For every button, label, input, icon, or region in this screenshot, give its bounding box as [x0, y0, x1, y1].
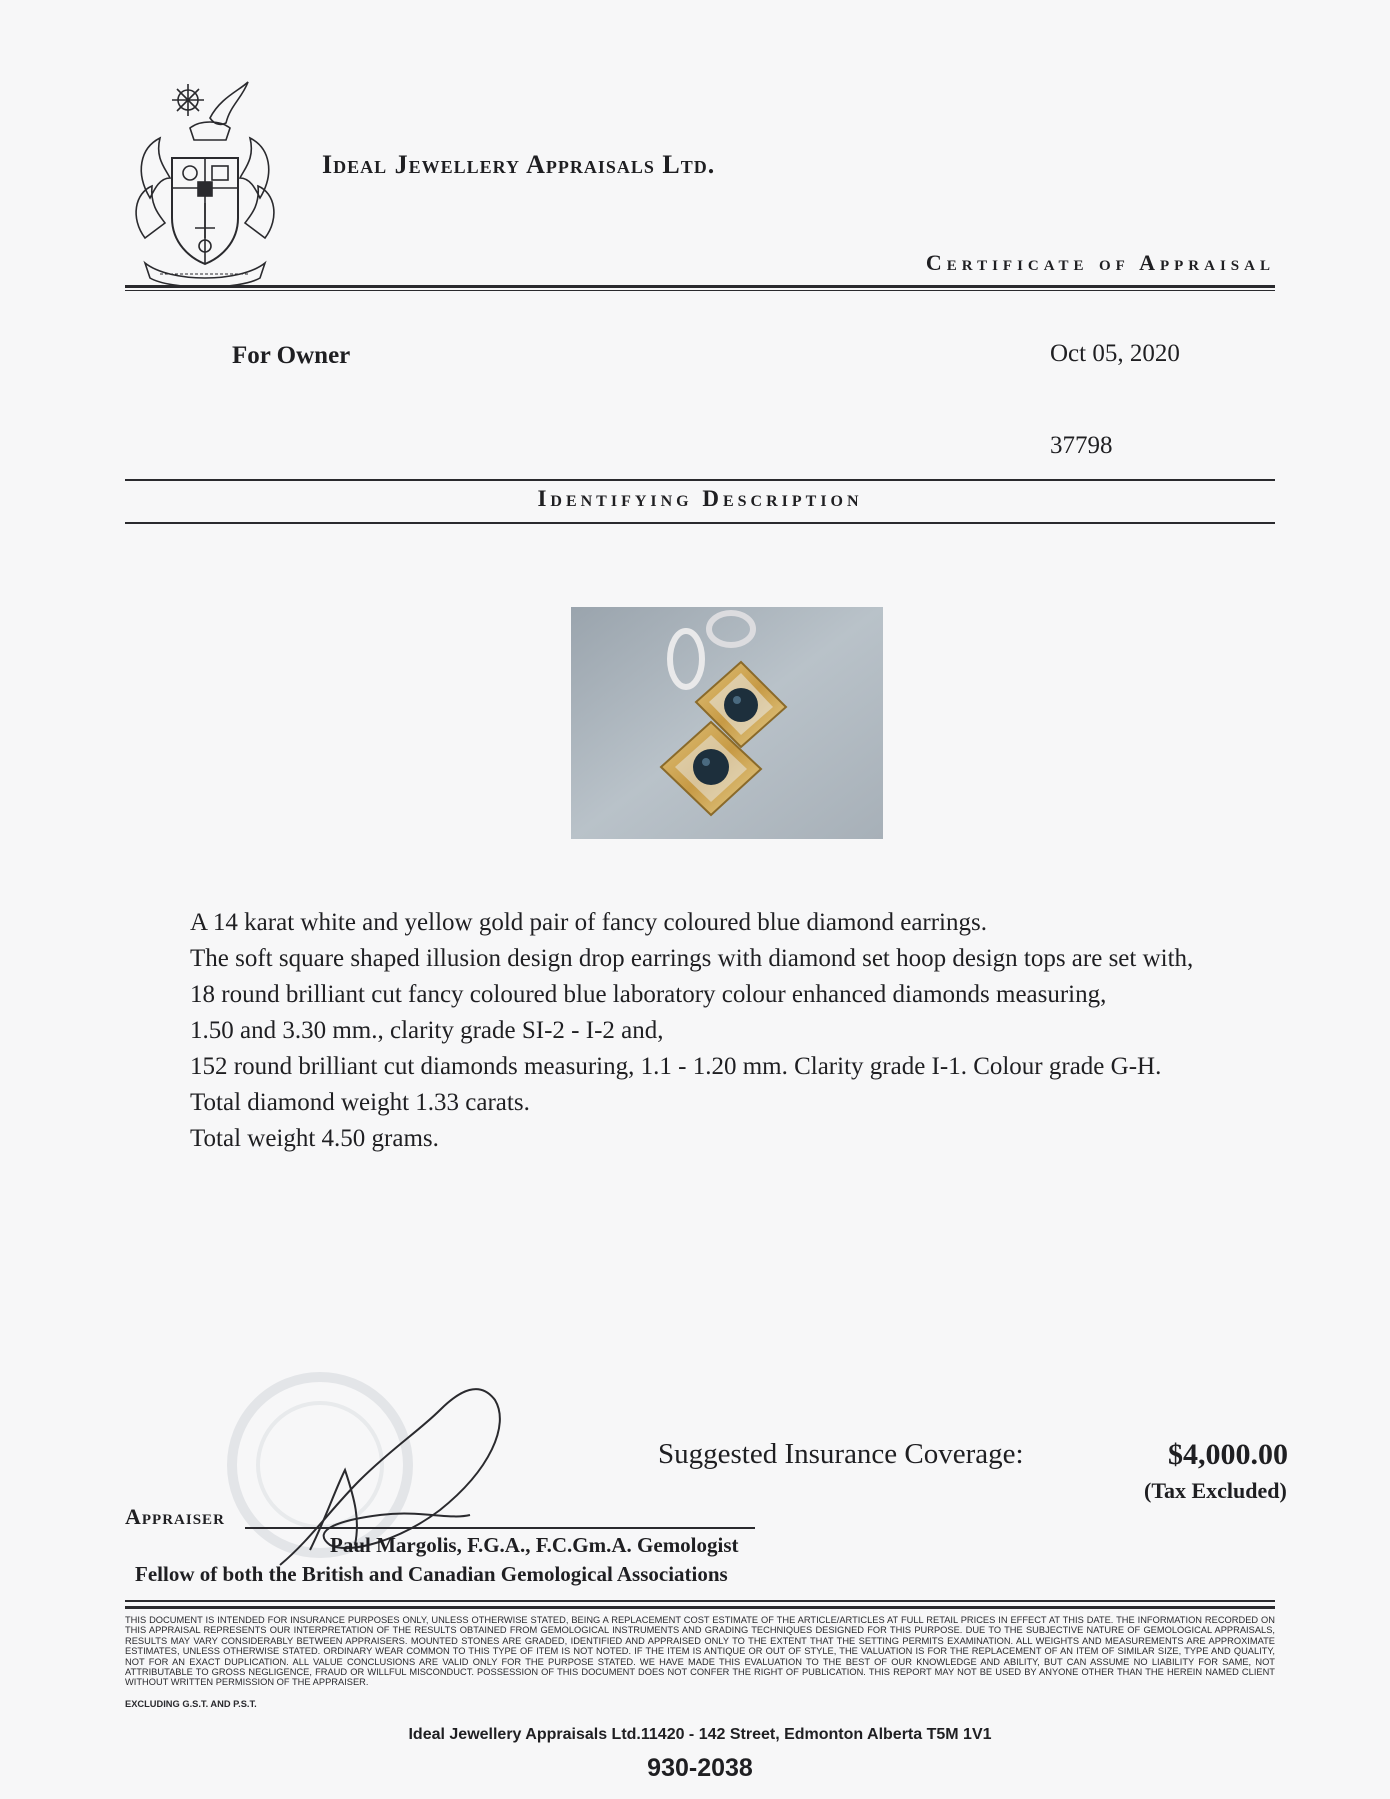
appraiser-name: Paul Margolis, F.G.A., F.C.Gm.A. Gemologist — [330, 1533, 739, 1557]
appraisal-date: Oct 05, 2020 — [1050, 340, 1180, 367]
section-rule-top — [125, 479, 1275, 481]
legal-disclaimer: THIS DOCUMENT IS INTENDED FOR INSURANCE PURPOSES ONLY, UNLESS OTHERWISE STATED, BEING A REPLACEMENT COST ESTIMATE OF THE ARTICLE/ARTICLES AT FULL RETAIL PRICES IN EFFECT AT THIS DATE. THE INFORMATION RECORDED ON THIS APPRAISAL REPRESENTS OUR INTERPRETATION OF THE RESULTS OBTAINED FROM GEMOLOGICAL INSTRUMENTS AND GRADING TECHNIQUES DESIGNED FOR THIS PURPOSE. DUE TO THE SUBJECTIVE NATURE OF GEMOLOGICAL APPRAISALS, RESULTS MAY VARY CONSIDERABLY BETWEEN APPRAISERS. MOUNTED STONES ARE GRADED, IDENTIFIED AND APPRAISED ONLY TO THE EXTENT THAT THE SETTING PERMITS EXAMINATION. ALL WEIGHTS AND MEASUREMENTS ARE APPROXIMATE ESTIMATES, UNLESS OTHERWISE STATED. ORDINARY WEAR COMMON TO THIS TYPE OF ITEM IS NOT NOTED. IF THE ITEM IS ANTIQUE OR OUT OF STYLE, THE VALUATION IS FOR THE REPLACEMENT OF AN ITEM OF SIMILAR SIZE, TYPE AND QUALITY, NOT FOR AN EXACT DUPLICATION. ALL VALUE CONCLUSIONS ARE VALID ONLY FOR THE PURPOSE STATED. WE HAVE MADE THIS EVALUATION TO THE BEST OF OUR KNOWLEDGE AND ABILITY, BUT CAN ASSUME NO LIABILITY FOR SAME, NOT ATTRIBUTABLE TO GROSS NEGLIGENCE, FRAUD OR WILLFUL MISCONDUCT. POSSESSION OF THIS DOCUMENT DOES NOT CONFER THE RIGHT OF PUBLICATION. THIS REPORT MAY NOT BE USED BY ANYONE OTHER THAN THE HEREIN NAMED CLIENT WITHOUT WRITTEN PERMISSION OF THE APPRAISER. — [125, 1615, 1275, 1688]
company-address: Ideal Jewellery Appraisals Ltd.11420 - 142 Street, Edmonton Alberta T5M 1V1 — [408, 1726, 992, 1743]
header-rule-bottom — [125, 290, 1275, 291]
signature-line — [245, 1527, 755, 1529]
company-name: Ideal Jewellery Appraisals Ltd. — [322, 150, 716, 179]
footer-rule-top — [125, 1600, 1275, 1602]
item-description — [190, 905, 1320, 1157]
description-line: 18 round brilliant cut fancy coloured blue laboratory colour enhanced diamonds measuring, — [190, 981, 1107, 1008]
appraiser-label: Appraiser — [125, 1504, 225, 1529]
tax-exclusion-line: EXCLUDING G.S.T. AND P.S.T. — [125, 1699, 257, 1709]
description-line: Total diamond weight 1.33 carats. — [190, 1089, 530, 1116]
coat-of-arms-logo — [130, 78, 280, 288]
company-phone: 930-2038 — [647, 1754, 753, 1782]
insurance-coverage-amount: $4,000.00 — [1168, 1438, 1288, 1471]
description-line: Total weight 4.50 grams. — [190, 1125, 439, 1152]
reference-number: 37798 — [1050, 432, 1113, 459]
identifying-description-title: Identifying Description — [537, 486, 863, 511]
section-rule-bottom — [125, 522, 1275, 524]
description-line: 1.50 and 3.30 mm., clarity grade SI-2 - I-2 and, — [190, 1017, 664, 1044]
certificate-title: Certificate of Appraisal — [925, 250, 1275, 275]
footer-rule-bottom — [125, 1606, 1275, 1609]
tax-note: (Tax Excluded) — [1144, 1478, 1287, 1503]
owner-label: For Owner — [232, 342, 351, 369]
earrings-photo — [571, 607, 883, 839]
appraiser-fellowship: Fellow of both the British and Canadian Gemological Associations — [135, 1562, 728, 1586]
description-line: The soft square shaped illusion design drop earrings with diamond set hoop design tops are set with, — [190, 945, 1194, 972]
description-line: 152 round brilliant cut diamonds measuring, 1.1 - 1.20 mm. Clarity grade I-1. Colour grade G-H. — [190, 1053, 1162, 1080]
insurance-coverage-label: Suggested Insurance Coverage: — [658, 1438, 1024, 1470]
header-rule-top — [125, 285, 1275, 288]
description-line: A 14 karat white and yellow gold pair of fancy coloured blue diamond earrings. — [190, 909, 987, 936]
